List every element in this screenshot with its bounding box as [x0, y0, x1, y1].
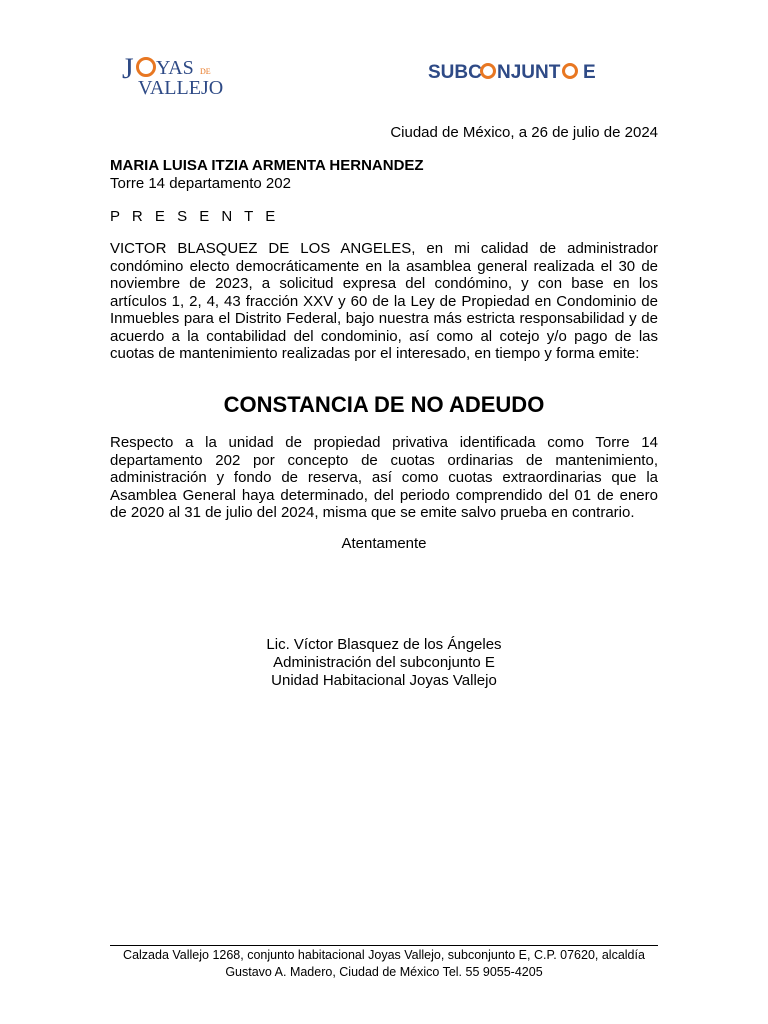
- svg-text:YAS: YAS: [156, 57, 194, 79]
- recipient-block: [110, 157, 424, 193]
- joyas-de-vallejo-logo: [118, 50, 228, 100]
- recipient-unit: Torre 14 departamento 202: [110, 175, 291, 192]
- recipient-name: MARIA LUISA ITZIA ARMENTA HERNANDEZ: [110, 157, 424, 174]
- closing: Atentamente: [341, 535, 427, 552]
- svg-text:SUBC: SUBC: [428, 62, 482, 83]
- signature-block: [0, 636, 768, 690]
- svg-text:J: J: [122, 52, 134, 85]
- document-title: CONSTANCIA DE NO ADEUDO: [223, 392, 545, 417]
- svg-text:NJUNT: NJUNT: [497, 62, 561, 83]
- signature-name: Lic. Víctor Blasquez de los Ángeles: [266, 636, 502, 653]
- footer: [110, 947, 658, 981]
- subconjunto-e-logo: [428, 58, 618, 84]
- salutation: P R E S E N T E: [110, 208, 280, 225]
- svg-text:DE: DE: [200, 67, 211, 76]
- svg-text:E: E: [583, 62, 596, 83]
- footer-divider: [110, 945, 658, 946]
- intro-paragraph: VICTOR BLASQUEZ DE LOS ANGELES, en mi calidad de administrador condómino electo democráticamente en la asamblea general realizada el 30 de noviembre de 2023, a solicitud expresa del condómino, y con base en los artículos 1, 2, 4, 43 fracción XXV y 60 de la Ley de Propiedad en Condominio de Inmuebles para el Distrito Federal, bajo nuestra más estricta responsabilidad y de acuerdo a la contabilidad del condominio, así como al cotejo y/o pago de las cuotas de mantenimiento realizadas por el interesado, en tiempo y forma emite:: [110, 240, 658, 362]
- signature-role: Administración del subconjunto E: [273, 654, 495, 671]
- svg-text:VALLEJO: VALLEJO: [138, 77, 224, 99]
- signature-organization: Unidad Habitacional Joyas Vallejo: [271, 672, 497, 689]
- footer-address: Calzada Vallejo 1268, conjunto habitacional Joyas Vallejo, subconjunto E, C.P. 07620, alcaldía: [123, 948, 645, 962]
- footer-city-phone: Gustavo A. Madero, Ciudad de México Tel. 55 9055-4205: [225, 965, 543, 979]
- body-paragraph: Respecto a la unidad de propiedad privativa identificada como Torre 14 departamento 202 por concepto de cuotas ordinarias de mantenimiento, administración y fondo de reserva, así como cuotas extraordinarias que la Asamblea General haya determinado, del periodo comprendido del 01 de enero de 2020 al 31 de julio del 2024, misma que se emite salvo prueba en contrario.: [110, 434, 658, 521]
- letter-date: Ciudad de México, a 26 de julio de 2024: [390, 124, 658, 141]
